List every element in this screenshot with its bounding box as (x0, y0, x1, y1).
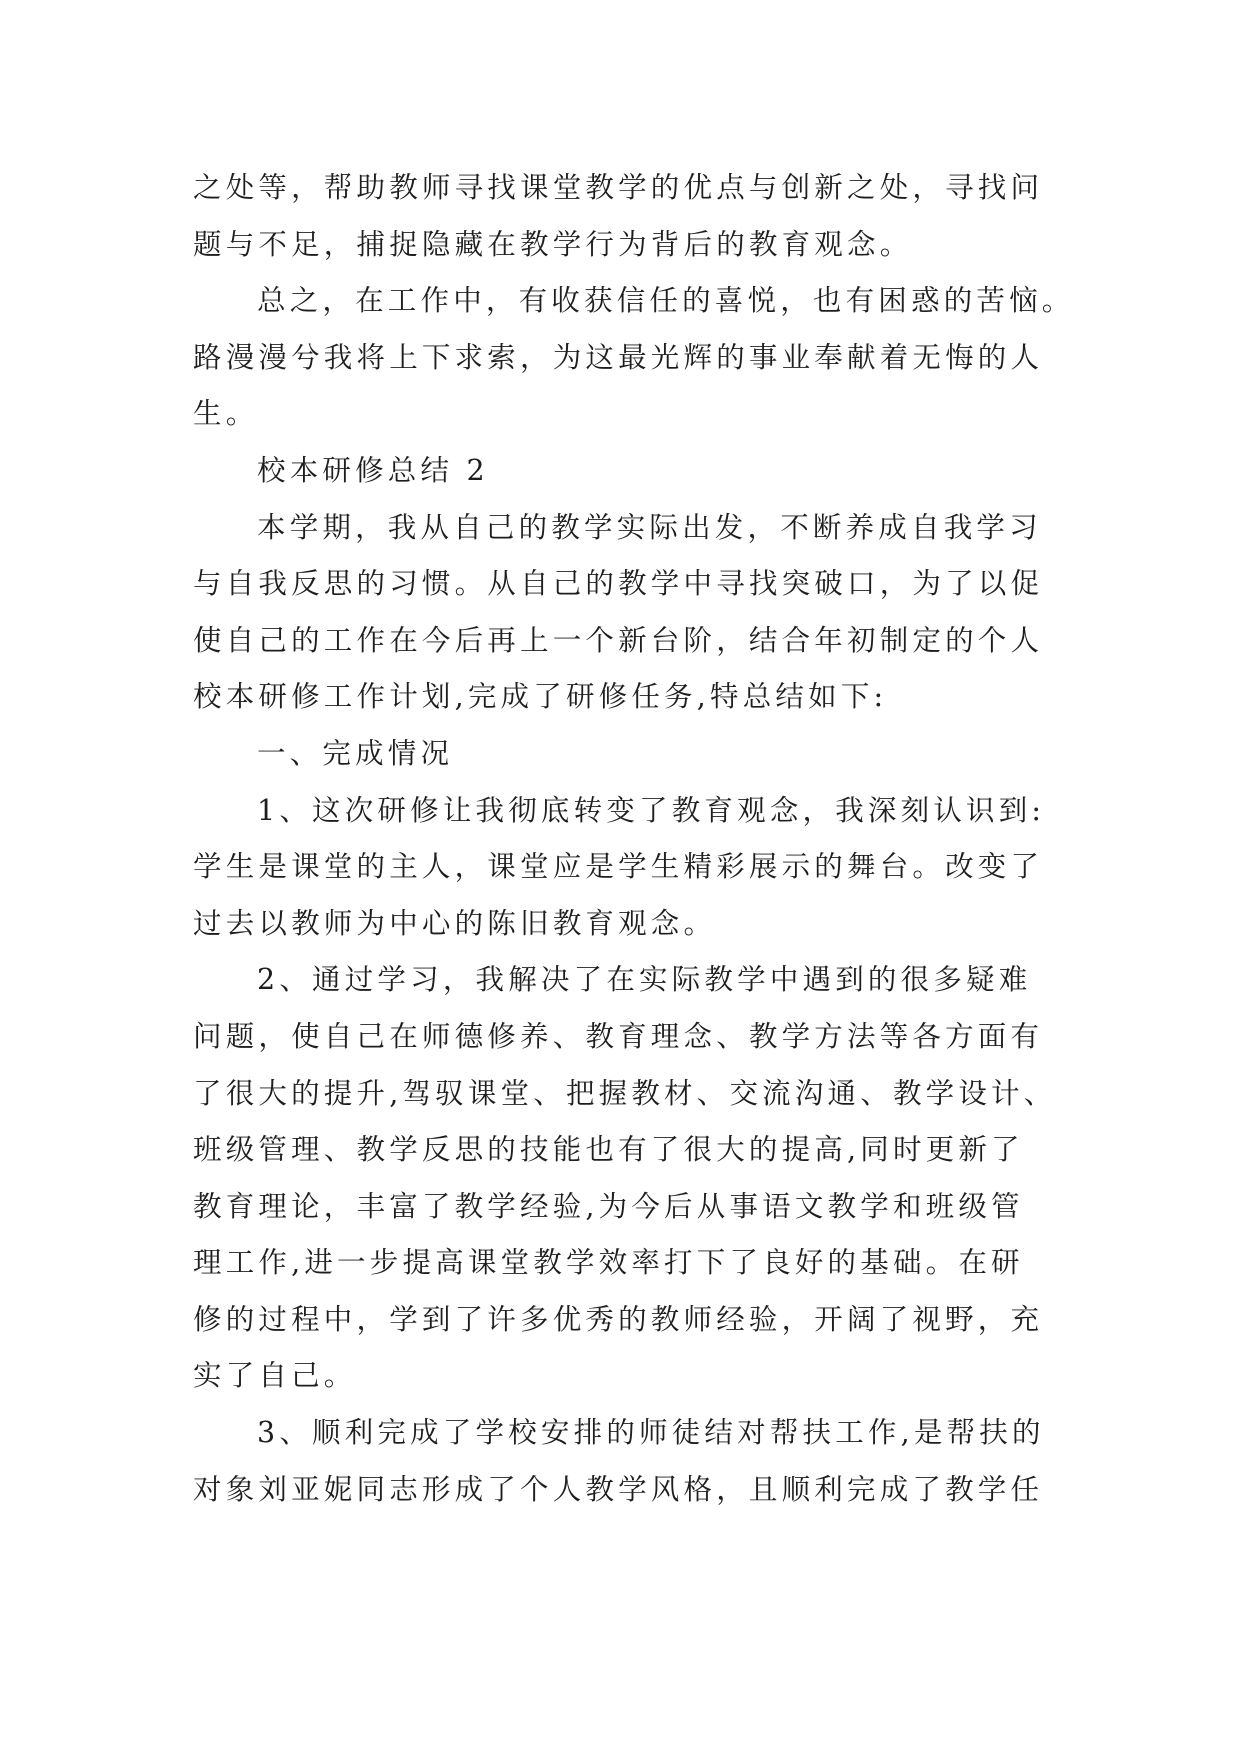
list-item-first-line: 1、这次研修让我彻底转变了教育观念，我深刻认识到: (257, 793, 1046, 827)
text-line: 生。 (193, 397, 259, 431)
text-line: 过去以教师为中心的陈旧教育观念。 (193, 906, 717, 940)
text-line: 与自我反思的习惯。从自己的教学中寻找突破口，为了以促 (193, 567, 1044, 601)
text-line: 理工作,进一步提高课堂教学效率打下了良好的基础。在研 (193, 1246, 1024, 1280)
text-line: 教育理论，丰富了教学经验,为今后从事语文教学和班级管 (193, 1189, 1024, 1223)
text-line: 校本研修工作计划,完成了研修任务,特总结如下: (193, 680, 888, 714)
text-line: 题与不足，捕捉隐藏在教学行为背后的教育观念。 (193, 227, 913, 261)
text-line: 修的过程中，学到了许多优秀的教师经验，开阔了视野，充 (193, 1302, 1044, 1336)
list-item-first-line: 3、顺利完成了学校安排的师徒结对帮扶工作,是帮扶的 (257, 1416, 1045, 1450)
text-line: 学生是课堂的主人，课堂应是学生精彩展示的舞台。改变了 (193, 850, 1044, 884)
text-line: 使自己的工作在今后再上一个新台阶，结合年初制定的个人 (193, 623, 1044, 657)
list-item-first-line: 2、通过学习，我解决了在实际教学中遇到的很多疑难 (257, 963, 1032, 997)
section-heading: 校本研修总结 2 (257, 453, 489, 487)
text-line: 实了自己。 (193, 1359, 357, 1393)
text-line: 了很大的提升,驾驭课堂、把握教材、交流沟通、教学设计、 (193, 1076, 1057, 1110)
paragraph-first-line: 本学期，我从自己的教学实际出发，不断养成自我学习 (257, 510, 1042, 544)
subsection-heading: 一、完成情况 (257, 736, 454, 770)
text-line: 对象刘亚妮同志形成了个人教学风格，且顺利完成了教学任 (193, 1472, 1044, 1506)
text-line: 问题，使自己在师德修养、教育理念、教学方法等各方面有 (193, 1019, 1044, 1053)
paragraph-first-line: 总之，在工作中，有收获信任的喜悦，也有困惑的苦恼。 (257, 284, 1075, 318)
text-line: 之处等，帮助教师寻找课堂教学的优点与创新之处，寻找问 (193, 171, 1044, 204)
text-line: 班级管理、教学反思的技能也有了很大的提高,同时更新了 (193, 1133, 1024, 1167)
document-body (193, 160, 1073, 1518)
text-line: 路漫漫兮我将上下求索，为这最光辉的事业奉献着无悔的人 (193, 340, 1044, 374)
